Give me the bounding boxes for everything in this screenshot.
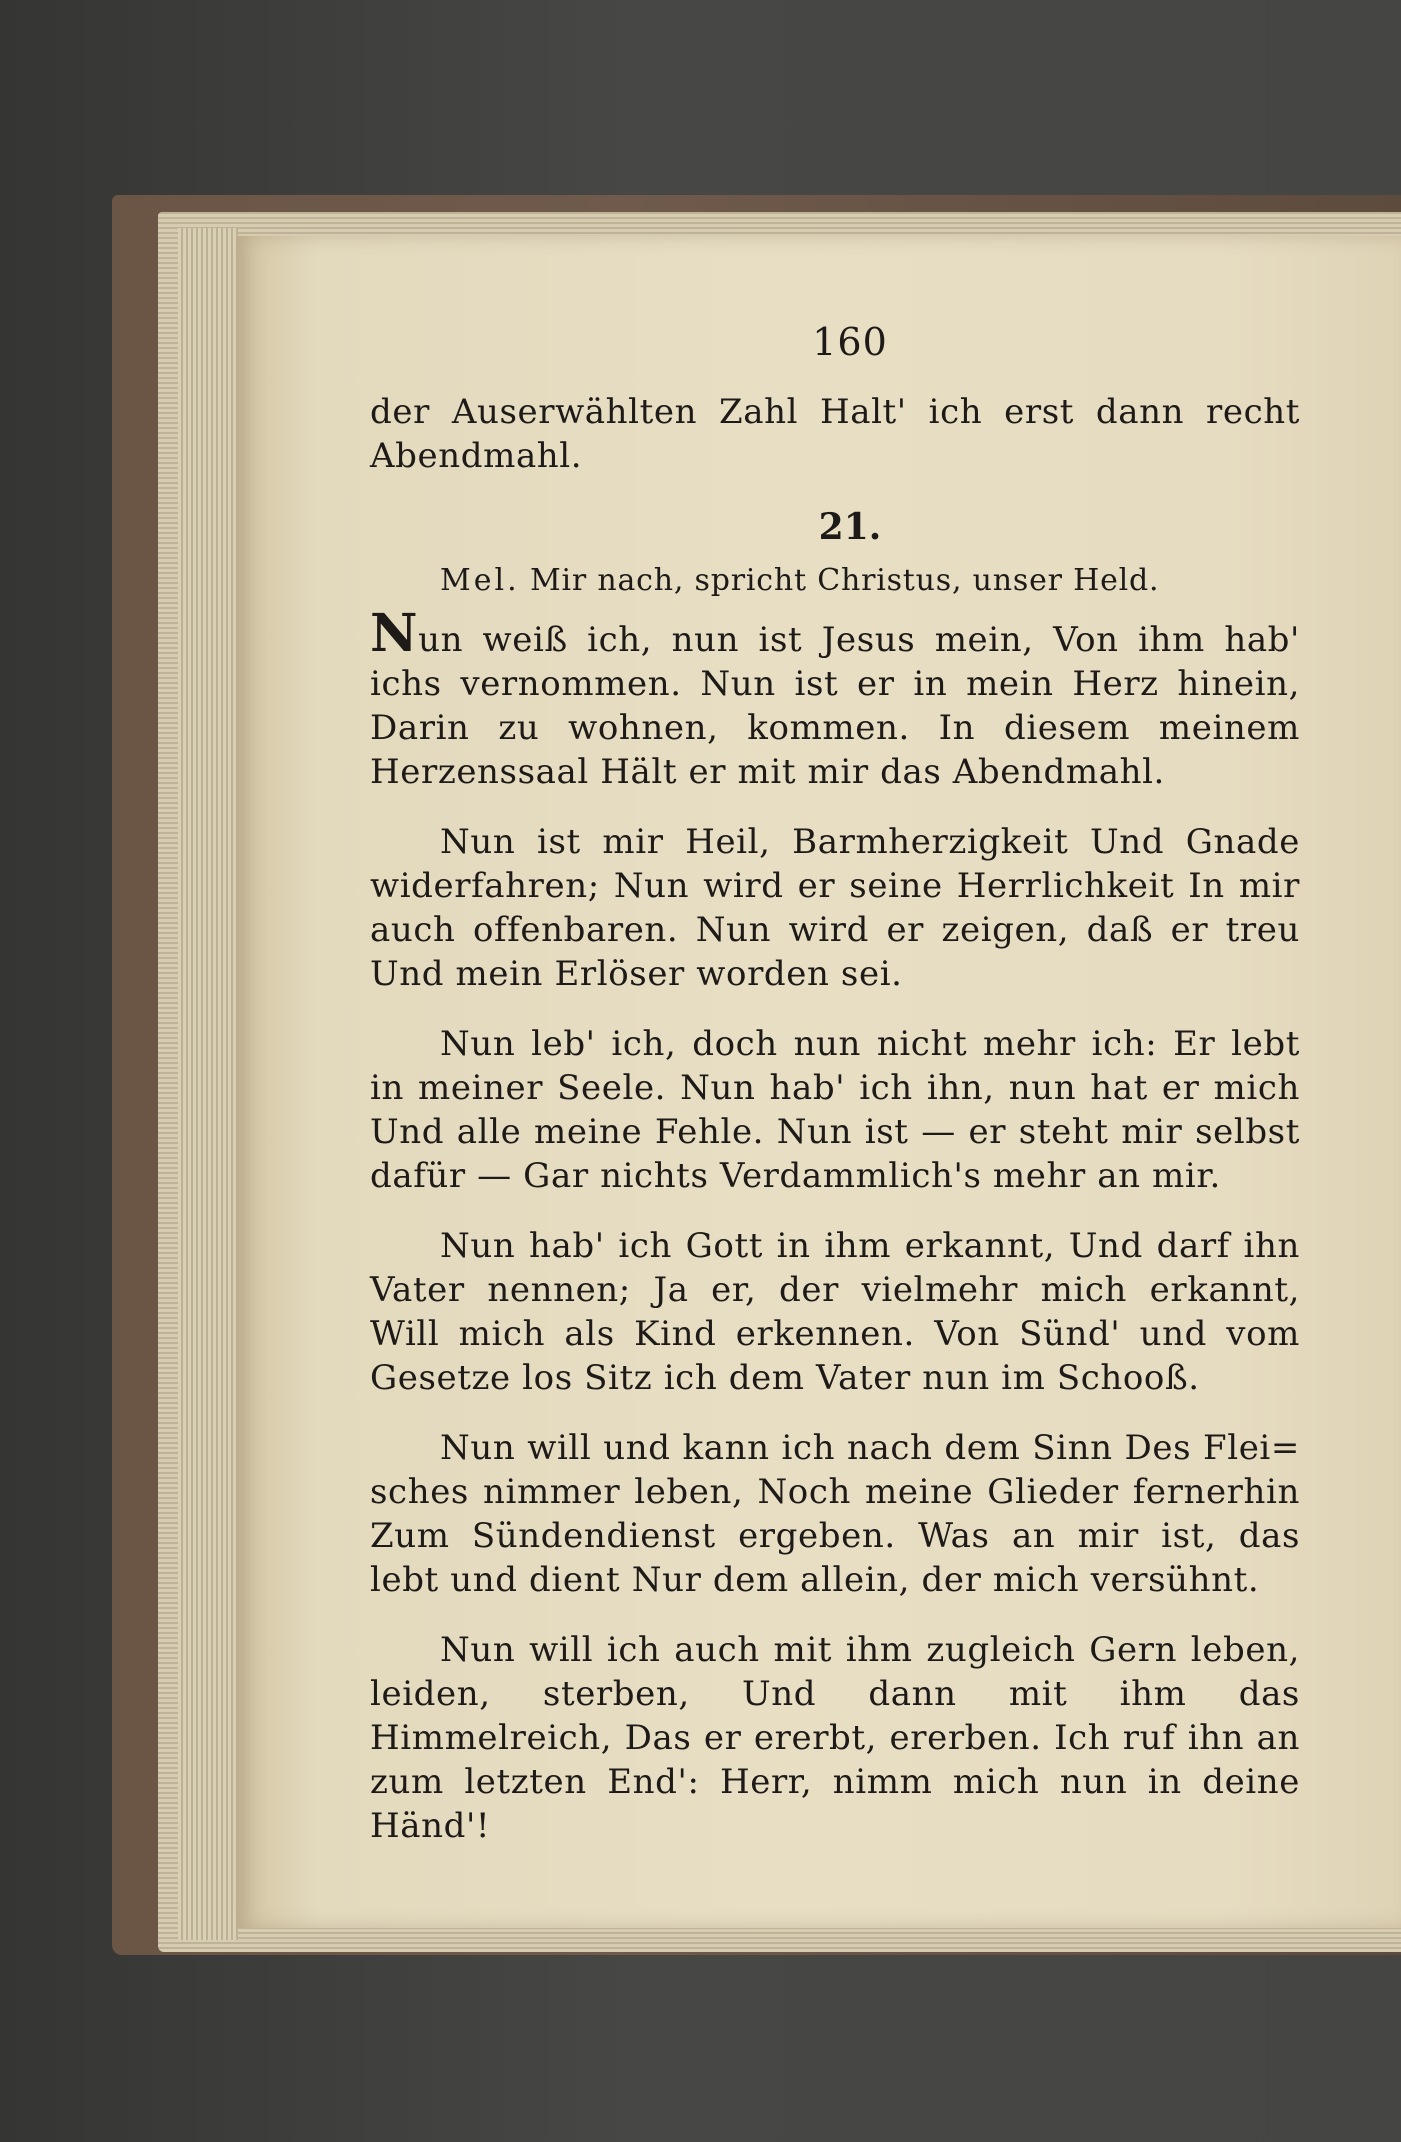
melody-label: Mel.	[440, 563, 520, 598]
stanza-6: Nun will ich auch mit ihm zugleich Gern leben, leiden, sterben, Und dann mit ihm das Himmelreich, Das er ererbt, ererben. Ich ruf ihn an zum letzten End': Herr, nimm mich nun in deine Händ'!	[370, 1630, 1300, 1846]
stanza-3: Nun leb' ich, doch nun nicht mehr ich: Er lebt in meiner Seele. Nun hab' ich ihn, nun hat er mich Und alle meine Fehle. Nun ist — er steht mir selbst dafür — Gar nichts Verdammlich's mehr an mir.	[370, 1024, 1300, 1196]
page-text	[370, 318, 1300, 1874]
page-edges-side	[178, 228, 238, 1940]
continuation-text: der Auserwählten Zahl Halt' ich erst dann recht Abendmahl.	[370, 392, 1300, 476]
melody-title: Mir nach, spricht Christus, unser Held.	[529, 563, 1160, 598]
stanza-1	[370, 603, 1300, 794]
stanza-1-text: un weiß ich, nun ist Jesus mein, Von ihm hab' ichs vernommen. Nun ist er in mein Herz hinein, Darin zu wohnen, kommen. In diesem meinem Herzenssaal Hält er mit mir das Abendmahl.	[370, 620, 1300, 792]
drop-cap: N	[370, 603, 419, 664]
page-number: 160	[812, 320, 888, 364]
stanza-4: Nun hab' ich Gott in ihm erkannt, Und darf ihn Vater nennen; Ja er, der vielmehr mich erkannt, Will mich als Kind erkennen. Von Sünd' und vom Gesetze los Sitz ich dem Vater nun im Schooß.	[370, 1226, 1300, 1398]
stanza-2: Nun ist mir Heil, Barmherzigkeit Und Gnade widerfahren; Nun wird er seine Herrlichkeit In mir auch offenbaren. Nun wird er zeigen, daß er treu Und mein Erlöser worden sei.	[370, 822, 1300, 994]
hymn-number: 21.	[818, 506, 882, 548]
stanza-5: Nun will und kann ich nach dem Sinn Des Flei= sches nimmer leben, Noch meine Glieder fernerhin Zum Sündendienst ergeben. Was an mir ist, das lebt und dient Nur dem allein, der mich versühnt.	[370, 1428, 1300, 1600]
melody-line	[370, 560, 1300, 602]
